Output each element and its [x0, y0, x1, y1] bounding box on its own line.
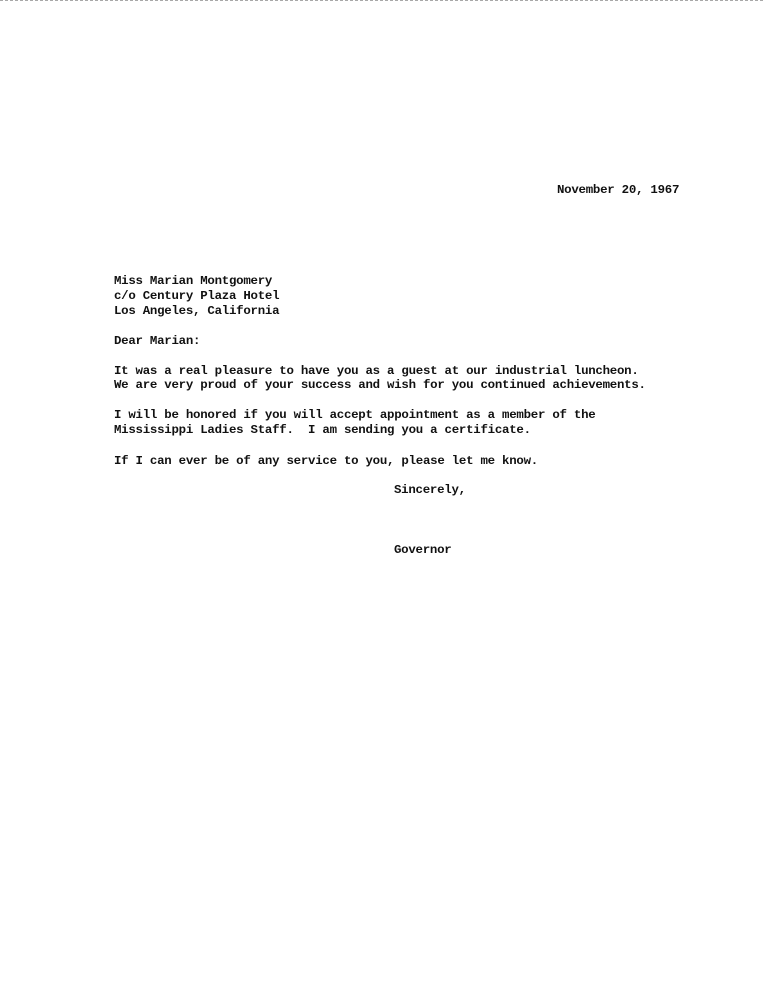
signer-title: Governor: [394, 543, 452, 557]
salutation: Dear Marian:: [114, 334, 201, 348]
recipient-name: Miss Marian Montgomery: [114, 274, 273, 288]
letter-date: November 20, 1967: [557, 183, 680, 197]
body-line: We are very proud of your success and wish for you continued achievements.: [114, 378, 646, 392]
body-line: It was a real pleasure to have you as a guest at our industrial luncheon.: [114, 364, 639, 378]
body-line: If I can ever be of any service to you, please let me know.: [114, 454, 538, 468]
closing: Sincerely,: [394, 483, 466, 497]
body-line: I will be honored if you will accept appointment as a member of the: [114, 408, 596, 422]
recipient-city: Los Angeles, California: [114, 304, 280, 318]
body-line: Mississippi Ladies Staff. I am sending you a certificate.: [114, 423, 531, 437]
recipient-care-of: c/o Century Plaza Hotel: [114, 289, 280, 303]
